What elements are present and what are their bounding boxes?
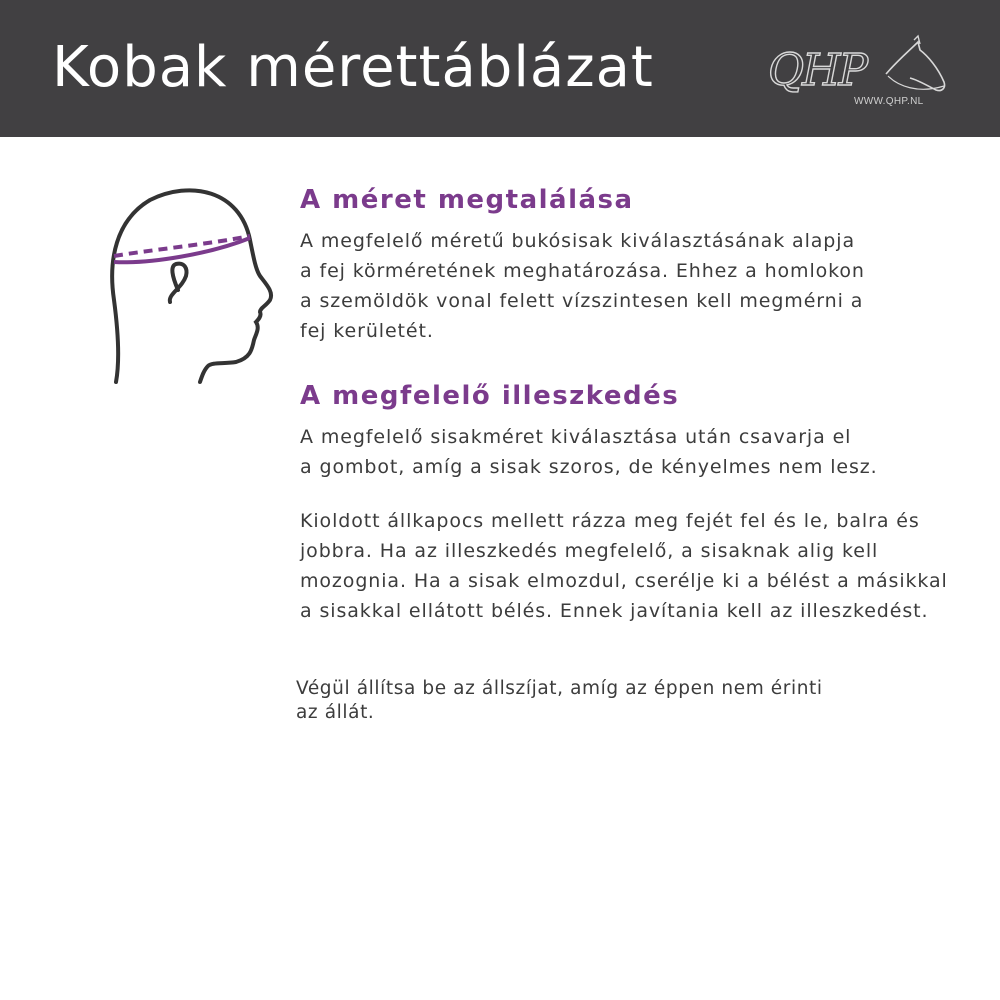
text-line: Végül állítsa be az állszíjat, amíg az éppen nem érinti — [296, 678, 823, 699]
section-heading-size: A méret megtalálása — [300, 185, 634, 215]
text-line: a gombot, amíg a sisak szoros, de kényelmes nem lesz. — [300, 456, 878, 478]
paragraph-fit-3 — [296, 677, 823, 725]
logo-url: WWW.QHP.NL — [854, 96, 924, 107]
section-heading-fit: A megfelelő illeszkedés — [300, 381, 680, 411]
logo-brand-text: QHP — [768, 45, 867, 96]
text-line: az állát. — [296, 702, 375, 723]
text-line: mozognia. Ha a sisak elmozdul, cserélje ki a bélést a másikkal — [300, 570, 948, 592]
header-bar — [0, 0, 1000, 137]
head-measurement-icon — [100, 180, 280, 394]
paragraph-size — [300, 226, 865, 346]
text-line: Kioldott állkapocs mellett rázza meg fejét fel és le, balra és — [300, 510, 920, 532]
text-line: a szemöldök vonal felett vízszintesen kell megmérni a — [300, 290, 864, 312]
page-title: Kobak mérettáblázat — [52, 35, 654, 100]
text-line: jobbra. Ha az illeszkedés megfelelő, a sisaknak alig kell — [300, 540, 879, 562]
text-line: a fej körméretének meghatározása. Ehhez a homlokon — [300, 260, 865, 282]
paragraph-fit-2 — [300, 506, 948, 626]
text-line: a sisakkal ellátott bélés. Ennek javítania kell az illeszkedést. — [300, 600, 929, 622]
paragraph-fit-1 — [300, 422, 878, 482]
text-line: A megfelelő sisakméret kiválasztása után csavarja el — [300, 426, 852, 448]
text-line: fej kerületét. — [300, 320, 434, 342]
text-line: A megfelelő méretű bukósisak kiválasztásának alapja — [300, 230, 855, 252]
qhp-logo[interactable] — [768, 34, 948, 114]
